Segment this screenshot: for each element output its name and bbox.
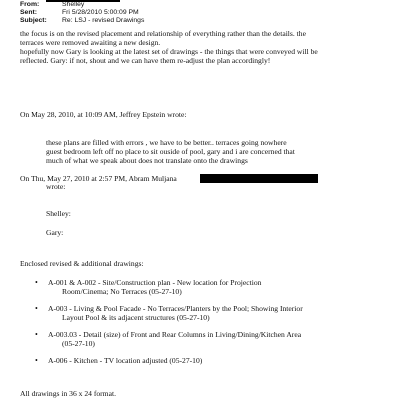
quote-attribution-2: On Thu, May 27, 2010 at 2:57 PM, Abram Muljana [20,174,177,183]
drawing-item-line2: Layout Pool & its adjacent structures (05-27-10) [62,313,210,322]
sent-value: Fri 5/28/2010 5:00:09 PM [62,9,139,16]
wrote-text: wrote: [46,182,66,191]
quote-attribution: On May 28, 2010, at 10:09 AM, Jeffrey Epstein wrote: [20,110,187,119]
drawing-item-line1: A-003.03 - Detail (size) of Front and Rear Columns in Living/Dining/Kitchen Area [48,330,302,339]
quote-line: these plans are filled with errors , we have to be better.. terraces going nowhere [46,138,287,147]
redaction-bar [200,174,318,183]
quote-line: guest bedroom left off no place to sit ouside of pool, gary and i are concerned that [46,147,295,156]
from-value: Shelley [62,1,85,8]
bullet-icon: • [35,356,38,365]
drawing-item-line2: Room/Cinema; No Terraces (05-27-10) [62,287,182,296]
sent-label: Sent: [20,9,37,16]
message-line: hopefully now Gary is looking at the latest set of drawings - the things that were conveyed will be [20,47,318,56]
quote-line: much of what we speak about does not translate onto the drawings [46,156,248,165]
drawing-item-line1: A-006 - Kitchen - TV location adjusted (05-27-10) [48,356,203,365]
drawing-item-line1: A-001 & A-002 - Site/Construction plan - New location for Projection [48,278,262,287]
from-label: From: [20,1,40,8]
bullet-icon: • [35,330,38,339]
message-line: the focus is on the revised placement and relationship of everything rather than the details. the [20,29,306,38]
drawing-item-line1: A-003 - Living & Pool Facade - No Terraces/Planters by the Pool; Showing Interior [48,304,303,313]
drawing-item-line2: (05-27-10) [62,339,95,348]
bullet-icon: • [35,304,38,313]
subject-value: Re: LSJ - revised Drawings [62,17,145,24]
subject-label: Subject: [20,17,47,24]
message-line: reflected. Gary: if not, shout and we can have them re-adjust the plan accordingly! [20,56,271,65]
greeting-gary: Gary: [46,228,64,237]
greeting-shelley: Shelley: [46,209,71,218]
bullet-icon: • [35,278,38,287]
message-line: terraces were removed awaiting a new design. [20,38,161,47]
drawings-intro: Enclosed revised & additional drawings: [20,259,144,268]
drawings-footer: All drawings in 36 x 24 format. [20,389,116,398]
